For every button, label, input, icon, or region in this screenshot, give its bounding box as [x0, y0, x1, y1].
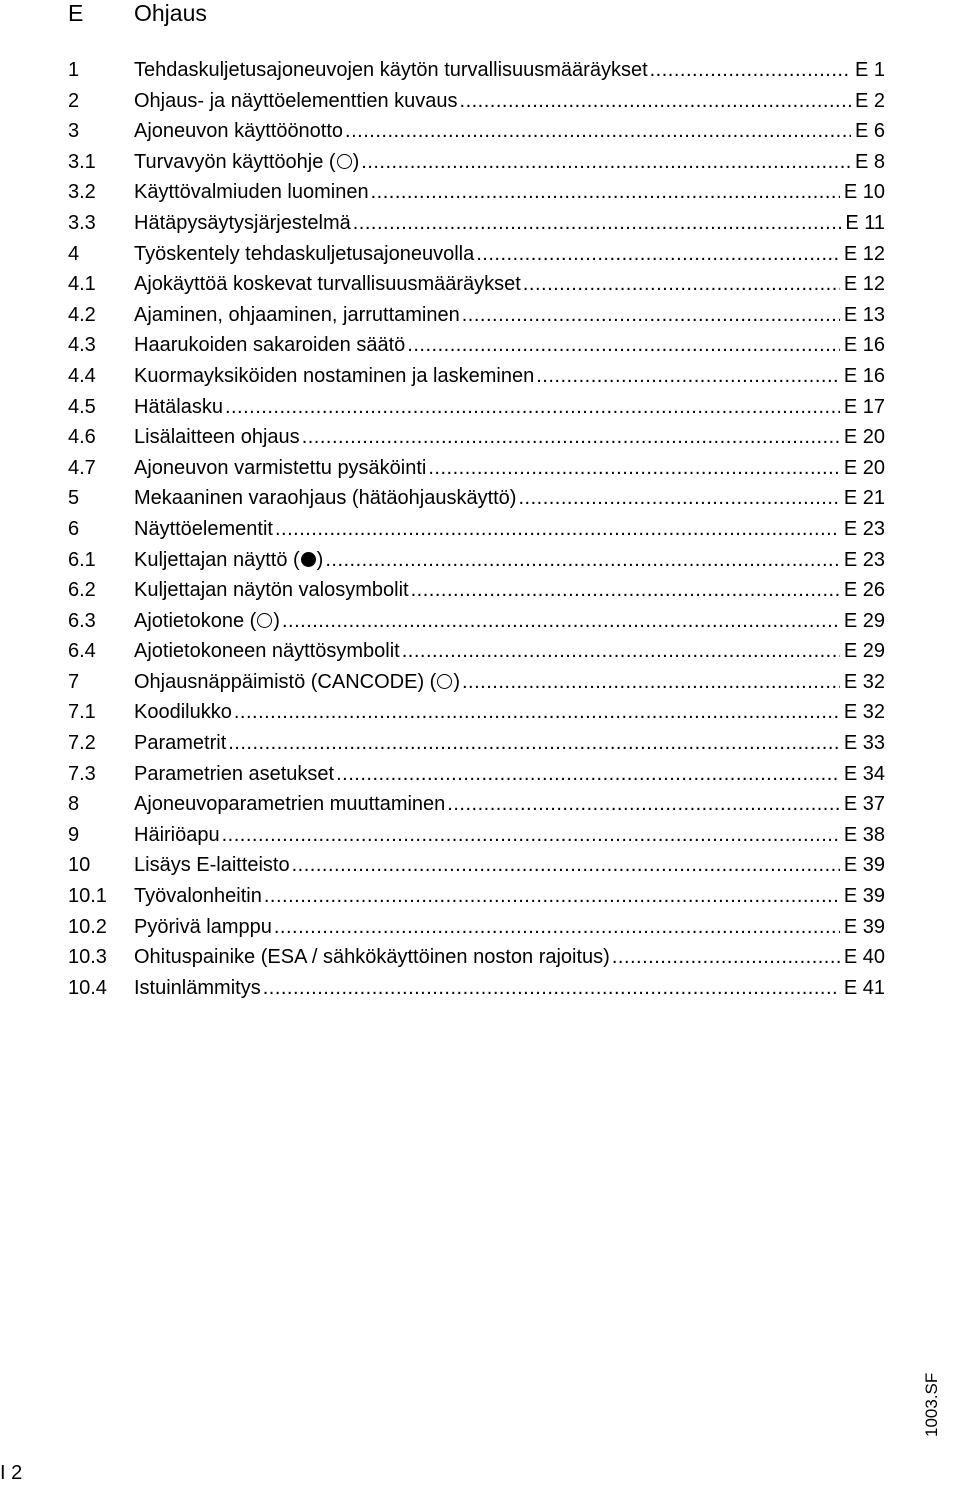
- dot-leader: [222, 820, 840, 850]
- toc-page-reference: E 39: [843, 854, 885, 877]
- toc-entry[interactable]: [68, 361, 885, 392]
- toc-page-reference: E 34: [843, 762, 885, 785]
- toc-entry[interactable]: [68, 483, 885, 514]
- dot-leader: [361, 147, 851, 177]
- toc-section-title: [134, 86, 460, 116]
- toc-page-reference: E 39: [843, 915, 885, 938]
- toc-section-title: [134, 697, 234, 727]
- toc-section-number: 6.4: [68, 640, 96, 663]
- toc-entry[interactable]: [68, 973, 885, 1004]
- toc-section-number: 3: [68, 120, 80, 143]
- toc-entry[interactable]: [68, 392, 885, 423]
- toc-page-reference: E 2: [854, 89, 885, 112]
- toc-section-number: 6.3: [68, 609, 96, 632]
- dot-leader: [428, 453, 839, 483]
- toc-page-reference: E 29: [843, 609, 885, 632]
- toc-title-text: Kuormayksiköiden nostaminen ja laskeminen: [134, 364, 535, 387]
- dot-leader: [345, 116, 851, 146]
- toc-entry[interactable]: [68, 759, 885, 790]
- dot-leader: [407, 330, 840, 360]
- toc-section-title: [134, 147, 361, 177]
- toc-page-reference: E 32: [843, 701, 885, 724]
- toc-title-text: Turvavyön käyttöohje (: [134, 150, 336, 173]
- dot-leader: [282, 606, 840, 636]
- toc-title-suffix: ): [352, 150, 360, 173]
- dot-leader: [264, 881, 840, 911]
- toc-section-title: [134, 545, 325, 575]
- toc-title-text: Tehdaskuljetusajoneuvojen käytön turvallisuusmääräykset: [134, 59, 648, 81]
- toc-title-text: Koodilukko: [134, 701, 232, 724]
- toc-title-text: Ajaminen, ohjaaminen, jarruttaminen: [134, 303, 460, 326]
- toc-section-title: [134, 208, 353, 238]
- dot-leader: [371, 177, 840, 207]
- toc-entry[interactable]: [68, 147, 885, 178]
- dot-leader: [462, 667, 840, 697]
- toc-title-text: Lisälaitteen ohjaus: [134, 426, 300, 449]
- toc-section-title: [134, 177, 371, 207]
- toc-page-reference: E 26: [843, 579, 885, 602]
- toc-section-title: [134, 269, 523, 299]
- toc-section-number: 4.5: [68, 395, 96, 418]
- chapter-heading: [0, 0, 400, 28]
- toc-title-text: Lisäys E-laitteisto: [134, 854, 290, 877]
- toc-page-reference: E 10: [843, 181, 885, 204]
- toc-section-title: [134, 300, 462, 330]
- toc-page-reference: E 39: [843, 885, 885, 908]
- toc-section-number: 6.1: [68, 548, 96, 571]
- toc-entry[interactable]: [68, 208, 885, 239]
- toc-page-reference: E 37: [843, 793, 885, 816]
- dot-leader: [336, 759, 840, 789]
- toc-section-number: 1: [68, 59, 80, 81]
- toc-section-number: 10.1: [68, 885, 107, 908]
- toc-entry[interactable]: [68, 697, 885, 728]
- dot-leader: [225, 392, 840, 422]
- toc-entry[interactable]: [68, 86, 885, 117]
- toc-section-title: [134, 606, 282, 636]
- toc-section-number: 2: [68, 89, 80, 112]
- toc-section-title: [134, 912, 274, 942]
- toc-page-reference: E 32: [843, 670, 885, 693]
- dot-leader: [411, 575, 840, 605]
- toc-title-text: Kuljettajan näyttö (: [134, 548, 300, 571]
- toc-page-reference: E 21: [843, 487, 885, 510]
- toc-entry[interactable]: [68, 881, 885, 912]
- dot-leader: [462, 300, 840, 330]
- toc-title-text: Parametrien asetukset: [134, 762, 335, 785]
- toc-title-text: Näyttöelementit: [134, 517, 273, 540]
- toc-section-title: [134, 789, 447, 819]
- toc-section-title: [134, 942, 612, 972]
- toc-section-title: [134, 667, 462, 697]
- toc-entry[interactable]: [68, 453, 885, 484]
- open-circle-icon: [337, 154, 352, 169]
- toc-entry[interactable]: [68, 545, 885, 576]
- toc-title-text: Pyörivä lamppu: [134, 915, 272, 938]
- toc-section-title: [134, 330, 407, 360]
- toc-title-text: Ajoneuvon käyttöönotto: [134, 120, 344, 143]
- open-circle-icon: [257, 613, 272, 628]
- toc-section-number: 4.2: [68, 303, 96, 326]
- toc-page-reference: E 12: [843, 242, 885, 265]
- toc-section-number: 6.2: [68, 579, 96, 602]
- dot-leader: [275, 514, 840, 544]
- dot-leader: [325, 545, 840, 575]
- toc-section-number: 7.2: [68, 732, 96, 755]
- toc-title-text: Ajoneuvon varmistettu pysäköinti: [134, 456, 427, 479]
- toc-page-reference: E 20: [843, 456, 885, 479]
- page-number: I 2: [0, 1462, 23, 1484]
- toc-entry[interactable]: [68, 269, 885, 300]
- toc-section-title: [134, 728, 228, 758]
- dot-leader: [447, 789, 840, 819]
- dot-leader: [518, 483, 839, 513]
- toc-section-title: [134, 239, 476, 269]
- toc-section-number: 10.3: [68, 946, 107, 969]
- toc-section-title: [134, 392, 225, 422]
- dot-leader: [228, 728, 840, 758]
- toc-title-text: Ajotietokoneen näyttösymbolit: [134, 640, 400, 663]
- dot-leader: [460, 86, 851, 116]
- toc-title-text: Ohjausnäppäimistö (CANCODE) (: [134, 670, 437, 693]
- toc-title-text: Kuljettajan näytön valosymbolit: [134, 579, 409, 602]
- toc-entry[interactable]: [68, 636, 885, 667]
- toc-title-suffix: ): [453, 670, 460, 693]
- toc-section-title: [134, 116, 345, 146]
- toc-section-title: [134, 514, 275, 544]
- toc-page-reference: E 17: [843, 395, 885, 418]
- toc-section-title: [134, 820, 222, 850]
- dot-leader: [292, 850, 840, 880]
- dot-leader: [402, 636, 840, 666]
- toc-title-text: Työvalonheitin: [134, 885, 262, 908]
- toc-title-text: Työskentely tehdaskuljetusajoneuvolla: [134, 242, 475, 265]
- toc-page-reference: E 40: [843, 946, 885, 969]
- toc-entry[interactable]: [68, 300, 885, 331]
- toc-entry[interactable]: [68, 820, 885, 851]
- toc-entry[interactable]: [68, 912, 885, 943]
- toc-page-reference: E 11: [845, 211, 885, 234]
- toc-section-number: 10: [68, 854, 91, 877]
- dot-leader: [274, 912, 840, 942]
- toc-section-title: [134, 483, 518, 513]
- toc-section-number: 10.4: [68, 976, 107, 999]
- toc-title-text: Mekaaninen varaohjaus (hätäohjauskäyttö): [134, 487, 517, 510]
- toc-page-reference: E 29: [843, 640, 885, 663]
- toc-section-number: 9: [68, 823, 80, 846]
- toc-page-reference: E 38: [843, 823, 885, 846]
- toc-section-title: [134, 881, 264, 911]
- toc-entry[interactable]: [68, 422, 885, 453]
- toc-section-number: 7: [68, 670, 80, 693]
- toc-entry[interactable]: [68, 177, 885, 208]
- toc-title-text: Istuinlämmitys: [134, 976, 261, 999]
- toc-entry[interactable]: [68, 239, 885, 270]
- toc-section-title: [134, 422, 302, 452]
- toc-page-reference: E 41: [843, 976, 885, 999]
- toc-page-reference: E 23: [843, 517, 885, 540]
- toc-title-text: Ajokäyttöä koskevat turvallisuusmääräykset: [134, 273, 521, 296]
- filled-circle-icon: [301, 552, 316, 567]
- toc-section-number: 3.2: [68, 181, 96, 204]
- toc-page-reference: E 33: [843, 732, 885, 755]
- toc-page-reference: E 13: [843, 303, 885, 326]
- toc-page-reference: E 1: [854, 59, 885, 81]
- dot-leader: [650, 55, 851, 85]
- toc-section-title: [134, 575, 411, 605]
- toc-section-title: [134, 55, 650, 85]
- toc-section-number: 4.4: [68, 364, 96, 387]
- dot-leader: [476, 239, 840, 269]
- toc-page-reference: E 16: [843, 334, 885, 357]
- dot-leader: [523, 269, 840, 299]
- dot-leader: [353, 208, 842, 238]
- toc-entry[interactable]: [68, 55, 885, 86]
- toc-title-text: Ohjaus- ja näyttöelementtien kuvaus: [134, 89, 458, 112]
- toc-page-reference: E 20: [843, 426, 885, 449]
- toc-entry[interactable]: [68, 575, 885, 606]
- toc-entry[interactable]: [68, 667, 885, 698]
- toc-section-title: [134, 850, 292, 880]
- toc-title-text: Hätäpysäytysjärjestelmä: [134, 211, 351, 234]
- toc-section-number: 4.7: [68, 456, 96, 479]
- toc-entry[interactable]: [68, 789, 885, 820]
- toc-page-reference: E 12: [843, 273, 885, 296]
- toc-title-text: Häiriöapu: [134, 823, 220, 846]
- dot-leader: [263, 973, 840, 1003]
- toc-title-text: Käyttövalmiuden luominen: [134, 181, 369, 204]
- toc-section-number: 4.3: [68, 334, 96, 357]
- toc-section-number: 4.1: [68, 273, 96, 296]
- toc-section-number: 7.1: [68, 701, 96, 724]
- toc-section-number: 5: [68, 487, 80, 510]
- toc-entry[interactable]: [68, 728, 885, 759]
- toc-section-number: 4: [68, 242, 80, 265]
- toc-entry[interactable]: [68, 942, 885, 973]
- chapter-letter: E: [68, 0, 84, 26]
- dot-leader: [612, 942, 840, 972]
- toc-section-number: 10.2: [68, 915, 107, 938]
- toc-section-title: [134, 973, 263, 1003]
- toc-section-title: [134, 636, 402, 666]
- toc-title-text: Haarukoiden sakaroiden säätö: [134, 334, 406, 357]
- toc-section-number: 3.3: [68, 211, 96, 234]
- toc-section-title: [134, 361, 536, 391]
- toc-title-text: Parametrit: [134, 732, 227, 755]
- toc-section-number: 6: [68, 517, 80, 540]
- toc-title-text: Ajotietokone (: [134, 609, 257, 632]
- toc-page-reference: E 6: [854, 120, 885, 143]
- toc-entry[interactable]: [68, 514, 885, 545]
- toc-page-reference: E 8: [854, 150, 885, 173]
- toc-title-text: Hätälasku: [134, 395, 223, 418]
- document-code: 1003.SF: [922, 1372, 941, 1437]
- dot-leader: [234, 697, 840, 727]
- open-circle-icon: [437, 674, 452, 689]
- toc-section-number: 7.3: [68, 762, 96, 785]
- chapter-title: Ohjaus: [134, 0, 207, 26]
- toc-entry[interactable]: [68, 330, 885, 361]
- dot-leader: [536, 361, 840, 391]
- dot-leader: [302, 422, 840, 452]
- toc-title-text: Ohituspainike (ESA / sähkökäyttöinen noston rajoitus): [134, 946, 610, 969]
- table-of-contents: [68, 55, 885, 1003]
- toc-section-number: 4.6: [68, 426, 96, 449]
- toc-section-title: [134, 759, 336, 789]
- toc-section-number: 8: [68, 793, 80, 816]
- toc-section-title: [134, 453, 428, 483]
- toc-page-reference: E 23: [843, 548, 885, 571]
- toc-title-suffix: ): [316, 548, 324, 571]
- toc-page-reference: E 16: [843, 364, 885, 387]
- toc-title-suffix: ): [273, 609, 280, 632]
- toc-entry[interactable]: [68, 116, 885, 147]
- toc-title-text: Ajoneuvoparametrien muuttaminen: [134, 793, 446, 816]
- toc-entry[interactable]: [68, 850, 885, 881]
- toc-entry[interactable]: [68, 606, 885, 637]
- toc-section-number: 3.1: [68, 150, 96, 173]
